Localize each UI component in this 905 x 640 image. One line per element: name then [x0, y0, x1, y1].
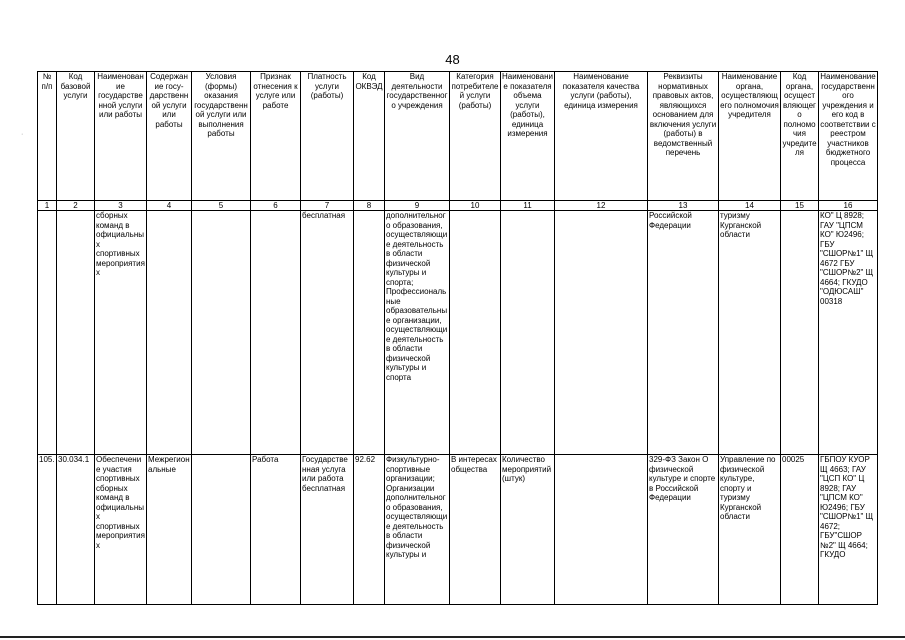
activity-type-cell: Физкультурно-спортивные организации; Организации дополнительного образования, осуществляющие деятельность в области физической культуры и — [385, 455, 450, 605]
column-number: 16 — [819, 201, 878, 211]
okved-cell: 92.62 — [354, 455, 385, 605]
column-number: 3 — [95, 201, 147, 211]
service-register-table — [37, 71, 878, 605]
row-number-cell — [38, 211, 57, 455]
header-cell: Код ОКВЭД — [354, 72, 385, 201]
column-number: 1 — [38, 201, 57, 211]
header-cell: Признак отнесения к услуге или работе — [251, 72, 301, 201]
attribute-cell: Работа — [251, 455, 301, 605]
service-name-cell: Обеспечение участия спортивных сборных команд в официальных спортивных мероприятиях — [95, 455, 147, 605]
header-cell: Наименование государственной услуги или работы — [95, 72, 147, 201]
attribute-cell — [251, 211, 301, 455]
legal-acts-cell: Российской Федерации — [648, 211, 719, 455]
row-number-cell: 105. — [38, 455, 57, 605]
institution-cell: КО" Ц 8928; ГАУ "ЦПСМ КО" Ю2496; ГБУ "СШОР№1" Щ 4672 ГБУ "СШОР№2" Щ 4664; ГКУДО "ОДЮСАШ" 00318 — [819, 211, 878, 455]
content-cell: Межрегиональные — [147, 455, 192, 605]
founder-body-cell: Управление по физической культуре, спорту и туризму Курганской области — [719, 455, 781, 605]
table-row — [38, 455, 878, 605]
founder-body-cell: туризму Курганской области — [719, 211, 781, 455]
header-cell: Код органа, осуществляющего полномочия учредителя — [781, 72, 819, 201]
column-number: 7 — [301, 201, 354, 211]
content-cell — [147, 211, 192, 455]
founder-code-cell — [781, 211, 819, 455]
service-name-cell: сборных команд в официальных спортивных мероприятиях — [95, 211, 147, 455]
header-cell: Условия (формы) оказания государственной услуги или выполнения работы — [192, 72, 251, 201]
quality-indicator-cell — [555, 455, 648, 605]
volume-indicator-cell — [501, 211, 555, 455]
column-number: 5 — [192, 201, 251, 211]
column-number: 11 — [501, 201, 555, 211]
column-number: 10 — [450, 201, 501, 211]
institution-cell: ГБПОУ КУОР Щ 4663; ГАУ "ЦСП КО" Ц 8928; ГАУ "ЦПСМ КО" Ю2496; ГБУ "СШОР№1" Щ 4672; ГБУ"СШОР №2" Щ 4664; ГКУДО — [819, 455, 878, 605]
conditions-cell — [192, 455, 251, 605]
service-code-cell — [57, 211, 95, 455]
table-row — [38, 211, 878, 455]
column-number: 15 — [781, 201, 819, 211]
header-cell: Категория потребителей услуги (работы) — [450, 72, 501, 201]
column-number: 2 — [57, 201, 95, 211]
column-number: 9 — [385, 201, 450, 211]
header-cell: Реквизиты нормативных правовых актов, являющихся основанием для включения услуги (работы) в ведомственный перечень — [648, 72, 719, 201]
column-number: 6 — [251, 201, 301, 211]
header-cell: Содержание госу-дарственной услуги или работы — [147, 72, 192, 201]
header-cell: № п/п — [38, 72, 57, 201]
consumer-category-cell: В интересах общества — [450, 455, 501, 605]
volume-indicator-cell: Количество мероприятий (штук) — [501, 455, 555, 605]
column-number: 14 — [719, 201, 781, 211]
consumer-category-cell — [450, 211, 501, 455]
page-number: 48 — [445, 52, 460, 67]
payment-cell: бесплатная — [301, 211, 354, 455]
margin-mark: · — [21, 131, 24, 138]
activity-type-cell: дополнительного образования, осуществляющие деятельность в области физической культуры и спорта; Профессиональные образовательные организации, осуществляющие деятельность в области физической культуры и спорта — [385, 211, 450, 455]
column-number: 4 — [147, 201, 192, 211]
conditions-cell — [192, 211, 251, 455]
column-number: 13 — [648, 201, 719, 211]
header-row — [38, 72, 878, 201]
service-code-cell: 30.034.1 — [57, 455, 95, 605]
header-cell: Наименование показателя объема услуги (работы), единица измерения — [501, 72, 555, 201]
okved-cell — [354, 211, 385, 455]
column-number: 12 — [555, 201, 648, 211]
header-cell: Наименование показателя качества услуги (работы), единица измерения — [555, 72, 648, 201]
quality-indicator-cell — [555, 211, 648, 455]
scan-edge-line — [0, 636, 905, 638]
header-cell: Наименование органа, осуществляющего полномочия учредителя — [719, 72, 781, 201]
legal-acts-cell: 329-ФЗ Закон О физической культуре и спорте в Российской Федерации — [648, 455, 719, 605]
header-cell: Код базовой услуги — [57, 72, 95, 201]
column-number: 8 — [354, 201, 385, 211]
header-cell: Вид деятельности государственного учреждения — [385, 72, 450, 201]
payment-cell: Государственная услуга или работа бесплатная — [301, 455, 354, 605]
header-cell: Наименование государственного учреждения и его код в соответствии с реестром участников бюджетного процесса — [819, 72, 878, 201]
column-number-row — [38, 201, 878, 211]
header-cell: Платность услуги (работы) — [301, 72, 354, 201]
founder-code-cell: 00025 — [781, 455, 819, 605]
